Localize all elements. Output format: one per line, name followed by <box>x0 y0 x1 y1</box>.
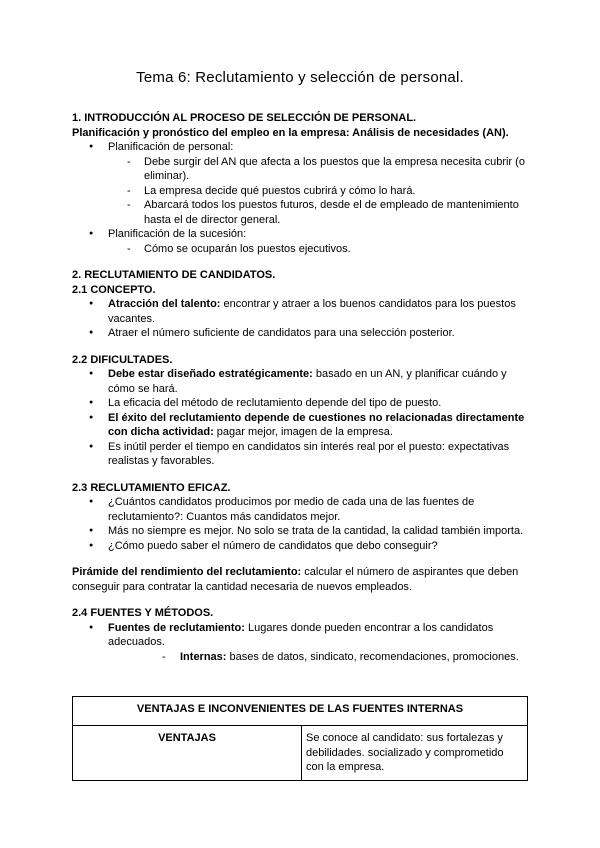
section-2-heading: 2. RECLUTAMIENTO DE CANDIDATOS. <box>72 269 276 281</box>
bullet-como-saber <box>72 539 532 554</box>
bullet-text: Lugares donde pueden encontrar a los candidatos adecuados. <box>108 621 494 648</box>
table-cell-value: Se conoce al candidato: sus fortalezas y debilidades. socializado y comprometido con la empresa. <box>302 726 528 781</box>
bullet-text: basado en un AN, y planificar cuándo y cómo se hará. <box>108 368 507 395</box>
bullet-text: La eficacia del método de reclutamiento depende del tipo de puesto. <box>108 397 442 409</box>
page-title: Tema 6: Reclutamiento y selección de personal. <box>136 69 464 86</box>
bullet-inutil <box>72 440 532 469</box>
section-1-heading: 1. INTRODUCCIÓN AL PROCESO DE SELECCIÓN DE PERSONAL. <box>72 112 417 124</box>
bullet-cuantos <box>72 495 532 524</box>
section-2-2-heading: 2.2 DIFICULTADES. <box>72 353 173 366</box>
dash-text: Debe surgir del AN que afecta a los puestos que la empresa necesita cubrir (o eliminar). <box>144 155 525 182</box>
dash-text: La empresa decide qué puestos cubrirá y cómo lo hará. <box>144 184 416 197</box>
bullet-eficacia <box>72 396 532 411</box>
section-1-subheading: Planificación y pronóstico del empleo en la empresa: Análisis de necesidades (AN). <box>72 126 509 139</box>
dash-item: - Cómo se ocuparán los puestos ejecutivos. <box>127 242 351 255</box>
paragraph-bold: Pirámide del rendimiento del reclutamiento: <box>72 566 302 578</box>
bullet-planificacion-personal <box>72 140 532 155</box>
bullet-text: encontrar y atraer a los buenos candidatos para los puestos vacantes. <box>108 298 516 325</box>
dash-text: bases de datos, sindicato, recomendaciones, promociones. <box>226 650 519 663</box>
table-cell-label: VENTAJAS <box>73 726 302 781</box>
dash-bold: Internas: <box>180 650 227 663</box>
dash-item-internas: - Internas: bases de datos, sindicato, recomendaciones, promociones. <box>162 650 519 663</box>
bullet-text: ¿Cuántos candidatos producimos por medio de cada una de las fuentes de reclutamiento?: Cuantos más candidatos mejor. <box>108 496 475 523</box>
bullet-text: Es inútil perder el tiempo en candidatos sin interés real por el puesto: expectativas realistas y favorables. <box>108 440 510 467</box>
table-row <box>73 726 528 781</box>
dash-item: - La empresa decide qué puestos cubrirá y cómo lo hará. <box>127 184 416 197</box>
section-2-3-heading: 2.3 RECLUTAMIENTO EFICAZ. <box>72 481 231 494</box>
table-header: VENTAJAS E INCONVENIENTES DE LAS FUENTES INTERNAS <box>73 697 528 726</box>
dash-item: - Debe surgir del AN que afecta a los puestos que la empresa necesita cubrir (o eliminar). <box>127 155 525 182</box>
bullet-mas-no-siempre <box>72 524 532 539</box>
bullet-bold: Debe estar diseñado estratégicamente: <box>108 368 313 380</box>
bullet-bold: Atracción del talento: <box>108 298 221 310</box>
dash-text: Abarcará todos los puestos futuros, desde el de empleado de mantenimiento hasta el de director general. <box>144 199 519 226</box>
paragraph-text: calcular el número de aspirantes que deben conseguir para contratar la cantidad necesaria de nuevos empleados. <box>72 566 519 593</box>
dash-text: Cómo se ocuparán los puestos ejecutivos. <box>144 242 351 255</box>
bullet-text: ¿Cómo puedo saber el número de candidatos que debo conseguir? <box>108 539 438 552</box>
bullet-bold: El éxito del reclutamiento depende de cuestiones no relacionadas directamente con dicha actividad: <box>108 411 525 438</box>
bullet-text: Atraer el número suficiente de candidatos para una selección posterior. <box>108 327 455 339</box>
dash-item: - Abarcará todos los puestos futuros, desde el de empleado de mantenimiento hasta el de director general. <box>127 199 519 226</box>
section-2-4-heading: 2.4 FUENTES Y MÉTODOS. <box>72 607 214 619</box>
paragraph-piramide <box>72 565 532 594</box>
bullet-text: pagar mejor, imagen de la empresa. <box>213 426 393 438</box>
bullet-text: Más no siempre es mejor. No solo se trata de la cantidad, la calidad también importa. <box>108 525 524 537</box>
section-2-1-heading: 2.1 CONCEPTO. <box>72 283 156 296</box>
table-header-row <box>73 697 528 726</box>
bullet-bold: Fuentes de reclutamiento: <box>108 621 245 634</box>
fuentes-internas-table <box>72 696 528 781</box>
bullet-atraer-numero <box>72 326 532 341</box>
bullet-fuentes <box>72 621 532 650</box>
document-body <box>72 111 532 664</box>
bullet-planificacion-sucesion <box>72 227 532 242</box>
bullet-atraccion-talento <box>72 297 532 326</box>
bullet-disenado <box>72 367 532 396</box>
bullet-exito <box>72 411 532 440</box>
bullet-text: Planificación de personal: <box>108 141 234 153</box>
bullet-text: Planificación de la sucesión: <box>108 228 247 240</box>
